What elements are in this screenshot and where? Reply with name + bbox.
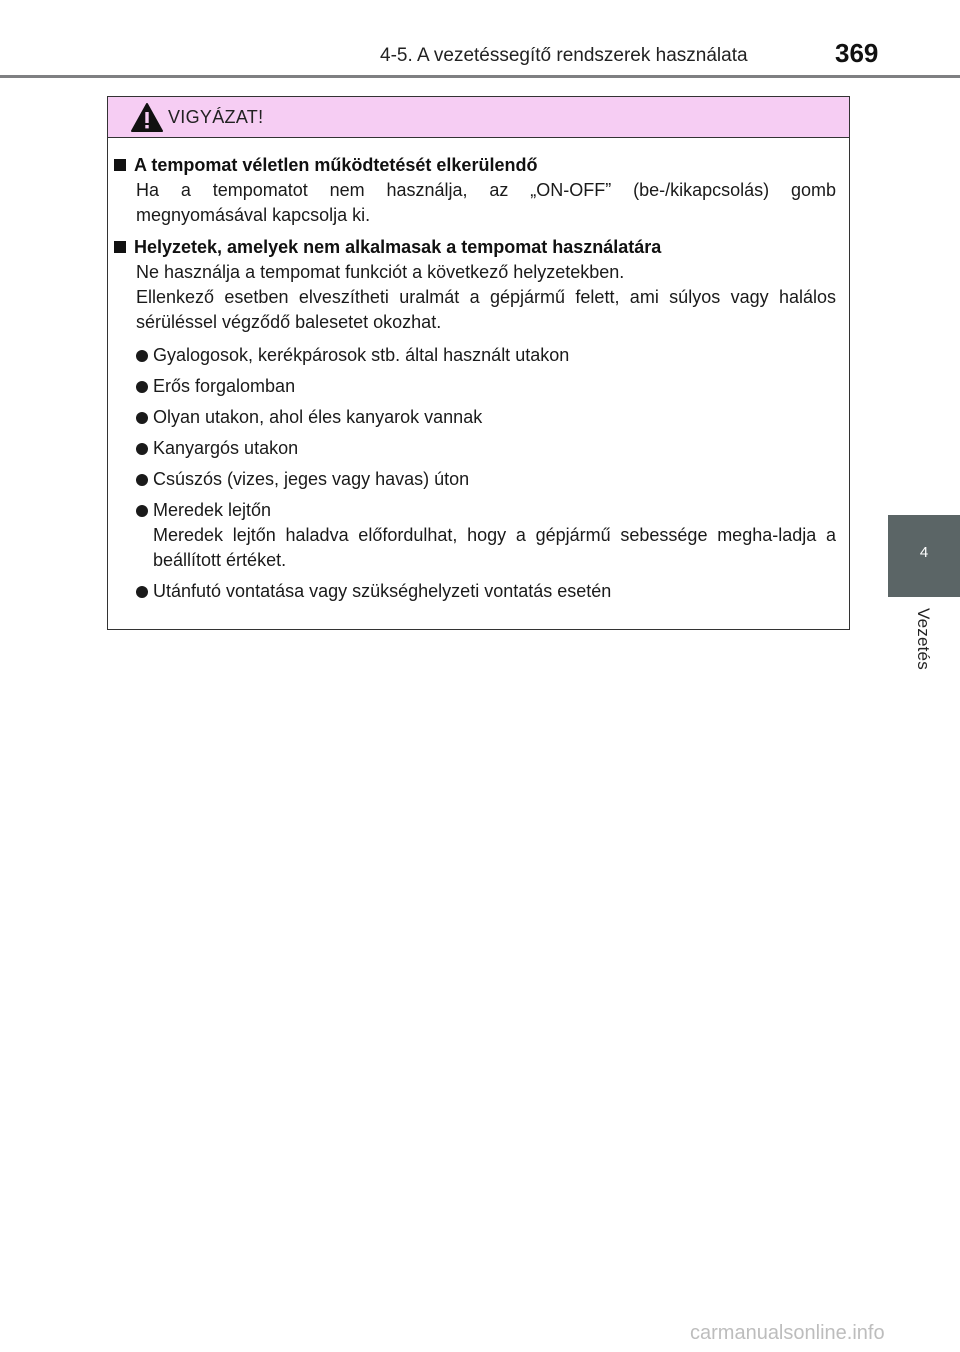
round-bullet-icon: [136, 586, 148, 598]
list-item: [136, 467, 836, 492]
square-bullet-icon: [114, 241, 126, 253]
round-bullet-icon: [136, 381, 148, 393]
warning-title: VIGYÁZAT!: [168, 107, 264, 127]
chapter-label: Vezetés: [914, 608, 933, 670]
list-item-text: Gyalogosok, kerékpárosok stb. által használt utakon: [153, 345, 570, 365]
section-heading-text: Helyzetek, amelyek nem alkalmasak a tempomat használatára: [134, 237, 662, 257]
situation-list: [114, 343, 836, 604]
section-heading: [114, 234, 836, 260]
list-item: [136, 343, 836, 368]
list-item-text: Utánfutó vontatása vagy szükséghelyzeti vontatás esetén: [153, 581, 612, 601]
list-item-text: Erős forgalomban: [153, 376, 296, 396]
list-item: [136, 374, 836, 399]
round-bullet-icon: [136, 412, 148, 424]
watermark: carmanualsonline.info: [690, 1322, 885, 1344]
paragraph: Ha a tempomatot nem használja, az „ON-OFF” (be-/kikapcsolás) gomb megnyomásával kapcsolja ki.: [136, 180, 836, 225]
list-item-text: Kanyargós utakon: [153, 438, 299, 458]
section-accidental-operation: [114, 152, 836, 228]
round-bullet-icon: [136, 505, 148, 517]
list-item: [136, 498, 836, 573]
section-heading-text: A tempomat véletlen működtetését elkerülendő: [134, 155, 538, 175]
header-rule: [0, 75, 960, 78]
chapter-tab-number: 4: [919, 544, 929, 561]
warning-header: [108, 97, 849, 138]
list-item-detail: Meredek lejtőn haladva előfordulhat, hogy a gépjármű sebessége megha-ladja a beállított értéket.: [153, 525, 836, 570]
list-item-text: Csúszós (vizes, jeges vagy havas) úton: [153, 469, 470, 489]
list-item-text: Meredek lejtőn: [153, 500, 272, 520]
warning-triangle-icon: [130, 102, 164, 133]
chapter-tab: [888, 515, 960, 597]
running-header-title: 4-5. A vezetéssegítő rendszerek használata: [380, 45, 748, 66]
round-bullet-icon: [136, 443, 148, 455]
section-unsuitable-situations: [114, 234, 836, 604]
list-item: [136, 405, 836, 430]
warning-box: [107, 96, 850, 630]
list-item: [136, 579, 836, 604]
page-number: 369: [835, 38, 879, 68]
section-heading: [114, 152, 836, 178]
round-bullet-icon: [136, 350, 148, 362]
warning-body: [108, 138, 849, 604]
square-bullet-icon: [114, 159, 126, 171]
round-bullet-icon: [136, 474, 148, 486]
paragraph: Ellenkező esetben elveszítheti uralmát a gépjármű felett, ami súlyos vagy halálos sérüléssel végződő balesetet okozhat.: [136, 287, 836, 332]
list-item-text: Olyan utakon, ahol éles kanyarok vannak: [153, 407, 483, 427]
list-item: [136, 436, 836, 461]
paragraph: Ne használja a tempomat funkciót a következő helyzetekben.: [136, 262, 625, 282]
